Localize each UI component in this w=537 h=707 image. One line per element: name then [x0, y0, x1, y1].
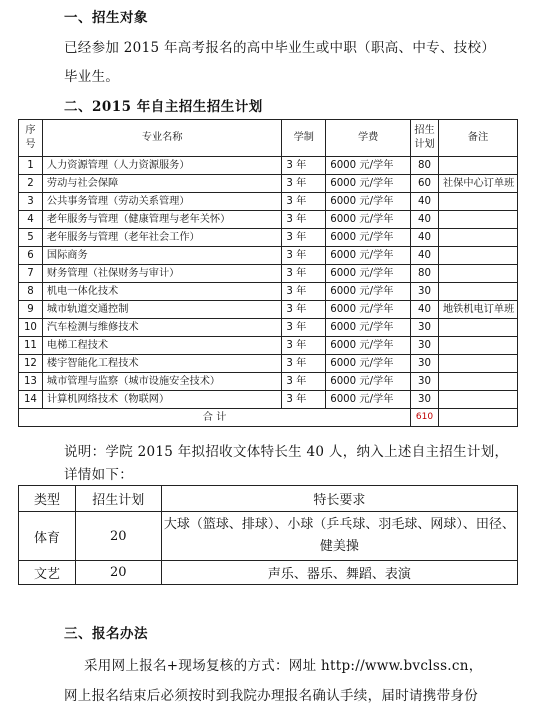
- special-row: [19, 561, 518, 585]
- row-no: 1: [19, 157, 43, 175]
- row-no: 5: [19, 229, 43, 247]
- header-duration: 学制: [282, 120, 326, 157]
- special-req: 声乐、器乐、舞蹈、表演: [161, 561, 517, 585]
- row-fee: 6000 元/学年: [326, 319, 411, 337]
- table-row: [19, 157, 518, 175]
- row-duration: 3 年: [282, 391, 326, 409]
- row-fee: 6000 元/学年: [326, 157, 411, 175]
- special-row: [19, 512, 518, 561]
- row-fee: 6000 元/学年: [326, 355, 411, 373]
- table-row: [19, 319, 518, 337]
- table-header-row: [19, 120, 518, 157]
- row-major: 计算机网络技术（物联网）: [42, 391, 282, 409]
- header-note: 备注: [438, 120, 517, 157]
- row-fee: 6000 元/学年: [326, 193, 411, 211]
- note-line2: 详情如下：: [64, 467, 133, 483]
- row-major: 汽车检测与维修技术: [42, 319, 282, 337]
- section1-line1: 已经参加 2015 年高考报名的高中毕业生或中职（职高、中专、技校）: [64, 40, 496, 56]
- total-label: 合 计: [19, 409, 411, 427]
- table-row: [19, 247, 518, 265]
- section1-line2: 毕业生。: [64, 69, 120, 85]
- row-plan: 30: [411, 355, 439, 373]
- row-major: 楼宇智能化工程技术: [42, 355, 282, 373]
- row-plan: 30: [411, 319, 439, 337]
- row-fee: 6000 元/学年: [326, 211, 411, 229]
- row-plan: 30: [411, 283, 439, 301]
- row-no: 14: [19, 391, 43, 409]
- row-plan: 40: [411, 229, 439, 247]
- row-major: 劳动与社会保障: [42, 175, 282, 193]
- table-row: [19, 229, 518, 247]
- row-fee: 6000 元/学年: [326, 373, 411, 391]
- header-major: 专业名称: [42, 120, 282, 157]
- row-note: [438, 265, 517, 283]
- row-no: 8: [19, 283, 43, 301]
- row-note: [438, 373, 517, 391]
- row-no: 7: [19, 265, 43, 283]
- enrollment-plan-table: [18, 119, 518, 427]
- table-row: [19, 373, 518, 391]
- row-fee: 6000 元/学年: [326, 337, 411, 355]
- row-major: 财务管理（社保财务与审计）: [42, 265, 282, 283]
- table-row: [19, 301, 518, 319]
- special-type: 文艺: [19, 561, 76, 585]
- row-note: [438, 391, 517, 409]
- row-no: 11: [19, 337, 43, 355]
- table-row: [19, 211, 518, 229]
- special-req: 大球（篮球、排球）、小球（乒乓球、羽毛球、网球）、田径、 健美操: [161, 512, 517, 561]
- section1-title: 一、招生对象: [64, 10, 148, 26]
- row-note: [438, 211, 517, 229]
- section2-title: 二、2015 年自主招生招生计划: [64, 99, 263, 115]
- row-plan: 30: [411, 391, 439, 409]
- row-note: 社保中心订单班: [438, 175, 517, 193]
- row-major: 电梯工程技术: [42, 337, 282, 355]
- row-plan: 30: [411, 337, 439, 355]
- row-major: 城市管理与监察（城市设施安全技术）: [42, 373, 282, 391]
- table-row: [19, 391, 518, 409]
- row-fee: 6000 元/学年: [326, 229, 411, 247]
- header-fee: 学费: [326, 120, 411, 157]
- special-plan: 20: [75, 561, 161, 585]
- row-no: 4: [19, 211, 43, 229]
- total-note: [438, 409, 517, 427]
- row-plan: 40: [411, 193, 439, 211]
- row-plan: 30: [411, 373, 439, 391]
- row-major: 机电一体化技术: [42, 283, 282, 301]
- row-duration: 3 年: [282, 319, 326, 337]
- row-fee: 6000 元/学年: [326, 301, 411, 319]
- row-no: 12: [19, 355, 43, 373]
- row-duration: 3 年: [282, 247, 326, 265]
- row-note: [438, 283, 517, 301]
- row-major: 老年服务与管理（老年社会工作）: [42, 229, 282, 247]
- row-fee: 6000 元/学年: [326, 175, 411, 193]
- row-major: 国际商务: [42, 247, 282, 265]
- row-duration: 3 年: [282, 355, 326, 373]
- header-plan: 招生 计划: [411, 120, 439, 157]
- row-major: 城市轨道交通控制: [42, 301, 282, 319]
- section3-line1: 采用网上报名+现场复核的方式：网址 http://www.bvclss.cn，: [84, 658, 483, 674]
- row-major: 公共事务管理（劳动关系管理）: [42, 193, 282, 211]
- row-major: 人力资源管理（人力资源服务）: [42, 157, 282, 175]
- note-line1: 说明：学院 2015 年拟招收文体特长生 40 人，纳入上述自主招生计划，: [64, 444, 509, 460]
- row-plan: 80: [411, 157, 439, 175]
- table-row: [19, 193, 518, 211]
- special-type: 体育: [19, 512, 76, 561]
- special-header-row: [19, 486, 518, 512]
- row-plan: 40: [411, 301, 439, 319]
- total-value: 610: [411, 409, 439, 427]
- header-no: 序 号: [19, 120, 43, 157]
- row-duration: 3 年: [282, 283, 326, 301]
- row-plan: 80: [411, 265, 439, 283]
- row-no: 2: [19, 175, 43, 193]
- row-note: [438, 355, 517, 373]
- row-plan: 40: [411, 247, 439, 265]
- section3-title: 三、报名办法: [64, 626, 148, 642]
- row-note: [438, 157, 517, 175]
- row-fee: 6000 元/学年: [326, 391, 411, 409]
- row-duration: 3 年: [282, 229, 326, 247]
- section3-line2: 网上报名结束后必须按时到我院办理报名确认手续，届时请携带身份: [64, 688, 478, 704]
- row-major: 老年服务与管理（健康管理与老年关怀）: [42, 211, 282, 229]
- row-fee: 6000 元/学年: [326, 265, 411, 283]
- row-no: 9: [19, 301, 43, 319]
- row-plan: 40: [411, 211, 439, 229]
- row-duration: 3 年: [282, 265, 326, 283]
- row-duration: 3 年: [282, 157, 326, 175]
- row-duration: 3 年: [282, 337, 326, 355]
- special-header-req: 特长要求: [161, 486, 517, 512]
- table-row: [19, 175, 518, 193]
- row-duration: 3 年: [282, 193, 326, 211]
- table-row: [19, 265, 518, 283]
- row-duration: 3 年: [282, 211, 326, 229]
- row-plan: 60: [411, 175, 439, 193]
- row-duration: 3 年: [282, 301, 326, 319]
- row-note: [438, 229, 517, 247]
- row-note: [438, 247, 517, 265]
- special-header-plan: 招生计划: [75, 486, 161, 512]
- row-note: 地铁机电订单班: [438, 301, 517, 319]
- row-fee: 6000 元/学年: [326, 247, 411, 265]
- row-duration: 3 年: [282, 373, 326, 391]
- table-row: [19, 337, 518, 355]
- row-note: [438, 337, 517, 355]
- row-no: 3: [19, 193, 43, 211]
- table-total-row: [19, 409, 518, 427]
- row-no: 10: [19, 319, 43, 337]
- row-fee: 6000 元/学年: [326, 283, 411, 301]
- row-no: 13: [19, 373, 43, 391]
- table-row: [19, 355, 518, 373]
- row-no: 6: [19, 247, 43, 265]
- special-header-type: 类型: [19, 486, 76, 512]
- table-row: [19, 283, 518, 301]
- special-talent-table: [18, 485, 518, 585]
- row-note: [438, 193, 517, 211]
- special-plan: 20: [75, 512, 161, 561]
- row-note: [438, 319, 517, 337]
- row-duration: 3 年: [282, 175, 326, 193]
